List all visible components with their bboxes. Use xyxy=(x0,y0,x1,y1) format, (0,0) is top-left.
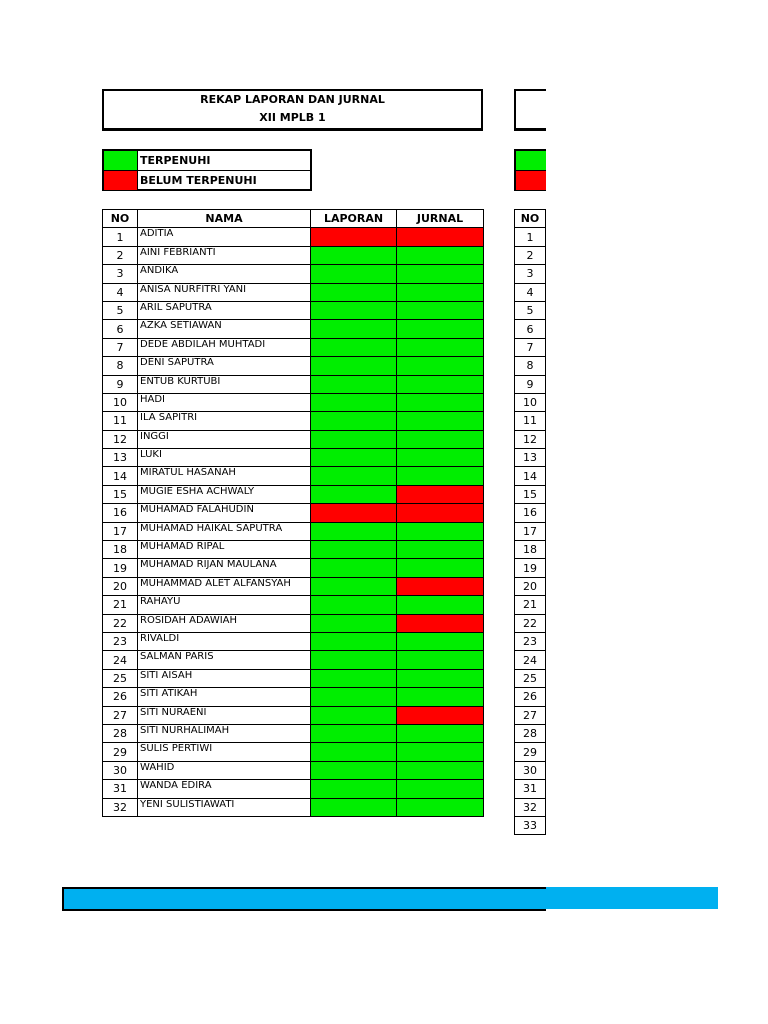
student-name: SITI NURAENI xyxy=(138,706,311,724)
student-name: DENI SAPUTRA xyxy=(138,357,311,375)
side-table-row xyxy=(515,246,546,264)
side-table-row xyxy=(515,596,546,614)
legend-label: BELUM TERPENUHI xyxy=(140,174,257,187)
table-row xyxy=(103,780,484,798)
laporan-status-cell xyxy=(311,393,397,411)
table-row xyxy=(103,246,484,264)
side-row-number: 14 xyxy=(515,467,546,485)
report-title: REKAP LAPORAN DAN JURNAL xyxy=(200,93,385,106)
jurnal-status-cell xyxy=(397,357,484,375)
table-row xyxy=(103,412,484,430)
row-number: 4 xyxy=(103,283,138,301)
jurnal-status-cell xyxy=(397,412,484,430)
side-row-number: 22 xyxy=(515,614,546,632)
laporan-status-cell xyxy=(311,559,397,577)
table-row xyxy=(103,301,484,319)
side-table-row xyxy=(515,412,546,430)
laporan-status-cell xyxy=(311,577,397,595)
row-number: 24 xyxy=(103,651,138,669)
student-name: AZKA SETIAWAN xyxy=(138,320,311,338)
row-number: 15 xyxy=(103,485,138,503)
laporan-status-cell xyxy=(311,761,397,779)
student-name: ANISA NURFITRI YANI xyxy=(138,283,311,301)
side-table-row xyxy=(515,816,546,834)
row-number: 5 xyxy=(103,301,138,319)
legend-swatch-green xyxy=(104,151,138,170)
side-row-number: 3 xyxy=(515,265,546,283)
table-row xyxy=(103,504,484,522)
side-row-number: 6 xyxy=(515,320,546,338)
table-row xyxy=(103,467,484,485)
report-title-box xyxy=(102,89,483,131)
side-table-row xyxy=(515,541,546,559)
column-header-laporan: LAPORAN xyxy=(311,210,397,228)
side-table-row xyxy=(515,393,546,411)
jurnal-status-cell xyxy=(397,246,484,264)
student-name: YENI SULISTIAWATI xyxy=(138,798,311,816)
row-number: 29 xyxy=(103,743,138,761)
table-row xyxy=(103,577,484,595)
row-number: 18 xyxy=(103,541,138,559)
side-row-number: 17 xyxy=(515,522,546,540)
laporan-status-cell xyxy=(311,596,397,614)
jurnal-status-cell xyxy=(397,651,484,669)
side-table-row xyxy=(515,706,546,724)
side-table-header-row xyxy=(515,210,546,228)
jurnal-status-cell xyxy=(397,798,484,816)
clipped-title-box xyxy=(514,89,546,131)
row-number: 7 xyxy=(103,338,138,356)
side-table-row xyxy=(515,467,546,485)
attendance-table xyxy=(102,209,484,817)
side-row-number: 25 xyxy=(515,669,546,687)
side-table-row xyxy=(515,614,546,632)
student-name: LUKI xyxy=(138,449,311,467)
table-row xyxy=(103,596,484,614)
laporan-status-cell xyxy=(311,301,397,319)
side-row-number: 18 xyxy=(515,541,546,559)
student-name: RIVALDI xyxy=(138,632,311,650)
side-row-number: 5 xyxy=(515,301,546,319)
jurnal-status-cell xyxy=(397,577,484,595)
row-number: 22 xyxy=(103,614,138,632)
laporan-status-cell xyxy=(311,522,397,540)
row-number: 2 xyxy=(103,246,138,264)
student-name: DEDE ABDILAH MUHTADI xyxy=(138,338,311,356)
clipped-legend-box xyxy=(514,149,546,191)
side-table-row xyxy=(515,228,546,246)
laporan-status-cell xyxy=(311,724,397,742)
jurnal-status-cell xyxy=(397,301,484,319)
row-number: 31 xyxy=(103,780,138,798)
student-name: SITI ATIKAH xyxy=(138,688,311,706)
student-name: ANDIKA xyxy=(138,265,311,283)
side-row-number: 16 xyxy=(515,504,546,522)
laporan-status-cell xyxy=(311,246,397,264)
table-row xyxy=(103,706,484,724)
row-number: 30 xyxy=(103,761,138,779)
side-table-row xyxy=(515,688,546,706)
jurnal-status-cell xyxy=(397,614,484,632)
side-table-row xyxy=(515,724,546,742)
row-number: 20 xyxy=(103,577,138,595)
row-number: 16 xyxy=(103,504,138,522)
row-number: 1 xyxy=(103,228,138,246)
side-table-row xyxy=(515,449,546,467)
student-name: SULIS PERTIWI xyxy=(138,743,311,761)
jurnal-status-cell xyxy=(397,706,484,724)
class-name: XII MPLB 1 xyxy=(259,111,326,124)
side-table-row xyxy=(515,798,546,816)
side-table-row xyxy=(515,577,546,595)
table-header-row xyxy=(103,210,484,228)
jurnal-status-cell xyxy=(397,375,484,393)
table-row xyxy=(103,430,484,448)
table-row xyxy=(103,798,484,816)
legend-swatch-red xyxy=(104,171,138,190)
table-row xyxy=(103,320,484,338)
side-row-number: 1 xyxy=(515,228,546,246)
jurnal-status-cell xyxy=(397,485,484,503)
jurnal-status-cell xyxy=(397,596,484,614)
student-name: ILA SAPITRI xyxy=(138,412,311,430)
side-row-number: 9 xyxy=(515,375,546,393)
table-row xyxy=(103,338,484,356)
jurnal-status-cell xyxy=(397,338,484,356)
side-row-number: 7 xyxy=(515,338,546,356)
student-name: SALMAN PARIS xyxy=(138,651,311,669)
row-number: 25 xyxy=(103,669,138,687)
row-number: 8 xyxy=(103,357,138,375)
student-name: MIRATUL HASANAH xyxy=(138,467,311,485)
student-name: AINI FEBRIANTI xyxy=(138,246,311,264)
table-row xyxy=(103,743,484,761)
student-name: MUGIE ESHA ACHWALY xyxy=(138,485,311,503)
row-number: 13 xyxy=(103,449,138,467)
table-row xyxy=(103,522,484,540)
side-row-number: 15 xyxy=(515,485,546,503)
jurnal-status-cell xyxy=(397,743,484,761)
student-name: HADI xyxy=(138,393,311,411)
student-name: ADITIA xyxy=(138,228,311,246)
student-name: MUHAMMAD ALET ALFANSYAH xyxy=(138,577,311,595)
student-name: WANDA EDIRA xyxy=(138,780,311,798)
table-row xyxy=(103,632,484,650)
side-row-number: 19 xyxy=(515,559,546,577)
jurnal-status-cell xyxy=(397,228,484,246)
student-name: MUHAMAD RIPAL xyxy=(138,541,311,559)
laporan-status-cell xyxy=(311,798,397,816)
side-column-header-no: NO xyxy=(515,210,546,228)
laporan-status-cell xyxy=(311,228,397,246)
side-table-row xyxy=(515,504,546,522)
side-row-number: 13 xyxy=(515,449,546,467)
table-row xyxy=(103,283,484,301)
table-row xyxy=(103,357,484,375)
side-table-row xyxy=(515,283,546,301)
laporan-status-cell xyxy=(311,614,397,632)
footer-bar xyxy=(62,887,546,911)
row-number: 21 xyxy=(103,596,138,614)
row-number: 19 xyxy=(103,559,138,577)
legend-label: TERPENUHI xyxy=(140,154,211,167)
jurnal-status-cell xyxy=(397,522,484,540)
clipped-legend-swatch-red xyxy=(516,171,546,190)
jurnal-status-cell xyxy=(397,320,484,338)
student-name: RAHAYU xyxy=(138,596,311,614)
table-row xyxy=(103,485,484,503)
clipped-legend-swatch-green xyxy=(516,151,546,171)
column-header-no: NO xyxy=(103,210,138,228)
side-table-row xyxy=(515,320,546,338)
table-row xyxy=(103,449,484,467)
laporan-status-cell xyxy=(311,669,397,687)
jurnal-status-cell xyxy=(397,780,484,798)
student-name: MUHAMAD HAIKAL SAPUTRA xyxy=(138,522,311,540)
legend-item-belum xyxy=(104,171,310,190)
jurnal-status-cell xyxy=(397,265,484,283)
side-table-row xyxy=(515,522,546,540)
student-name: ARIL SAPUTRA xyxy=(138,301,311,319)
side-row-number: 20 xyxy=(515,577,546,595)
row-number: 28 xyxy=(103,724,138,742)
side-row-number: 10 xyxy=(515,393,546,411)
student-name: ROSIDAH ADAWIAH xyxy=(138,614,311,632)
side-table-row xyxy=(515,632,546,650)
side-table-row xyxy=(515,761,546,779)
side-row-number: 32 xyxy=(515,798,546,816)
side-row-number: 27 xyxy=(515,706,546,724)
table-row xyxy=(103,541,484,559)
student-name: MUHAMAD FALAHUDIN xyxy=(138,504,311,522)
row-number: 11 xyxy=(103,412,138,430)
laporan-status-cell xyxy=(311,632,397,650)
table-row xyxy=(103,669,484,687)
jurnal-status-cell xyxy=(397,467,484,485)
jurnal-status-cell xyxy=(397,688,484,706)
side-table-row xyxy=(515,743,546,761)
table-row xyxy=(103,688,484,706)
jurnal-status-cell xyxy=(397,393,484,411)
table-row xyxy=(103,265,484,283)
laporan-status-cell xyxy=(311,430,397,448)
student-name: SITI NURHALIMAH xyxy=(138,724,311,742)
jurnal-status-cell xyxy=(397,632,484,650)
side-row-number: 30 xyxy=(515,761,546,779)
laporan-status-cell xyxy=(311,338,397,356)
table-row xyxy=(103,375,484,393)
laporan-status-cell xyxy=(311,504,397,522)
column-header-jurnal: JURNAL xyxy=(397,210,484,228)
laporan-status-cell xyxy=(311,743,397,761)
laporan-status-cell xyxy=(311,412,397,430)
table-row xyxy=(103,761,484,779)
laporan-status-cell xyxy=(311,375,397,393)
side-row-number: 12 xyxy=(515,430,546,448)
table-row xyxy=(103,724,484,742)
laporan-status-cell xyxy=(311,357,397,375)
table-row xyxy=(103,393,484,411)
jurnal-status-cell xyxy=(397,559,484,577)
laporan-status-cell xyxy=(311,283,397,301)
laporan-status-cell xyxy=(311,688,397,706)
side-row-number: 2 xyxy=(515,246,546,264)
side-row-number: 11 xyxy=(515,412,546,430)
table-row xyxy=(103,614,484,632)
row-number: 10 xyxy=(103,393,138,411)
side-table-row xyxy=(515,375,546,393)
side-table-row xyxy=(515,301,546,319)
side-table-row xyxy=(515,338,546,356)
jurnal-status-cell xyxy=(397,430,484,448)
row-number: 27 xyxy=(103,706,138,724)
side-table-row xyxy=(515,485,546,503)
side-row-number: 33 xyxy=(515,816,546,834)
side-table-row xyxy=(515,357,546,375)
row-number: 6 xyxy=(103,320,138,338)
student-name: INGGI xyxy=(138,430,311,448)
row-number: 32 xyxy=(103,798,138,816)
side-row-number: 31 xyxy=(515,780,546,798)
laporan-status-cell xyxy=(311,780,397,798)
row-number: 9 xyxy=(103,375,138,393)
side-row-number: 21 xyxy=(515,596,546,614)
row-number: 17 xyxy=(103,522,138,540)
jurnal-status-cell xyxy=(397,541,484,559)
laporan-status-cell xyxy=(311,320,397,338)
side-table-row xyxy=(515,669,546,687)
table-row xyxy=(103,559,484,577)
footer-bar-extension xyxy=(546,887,718,909)
side-table-row xyxy=(515,780,546,798)
side-row-number: 26 xyxy=(515,688,546,706)
jurnal-status-cell xyxy=(397,283,484,301)
student-name: MUHAMAD RIJAN MAULANA xyxy=(138,559,311,577)
jurnal-status-cell xyxy=(397,449,484,467)
jurnal-status-cell xyxy=(397,669,484,687)
laporan-status-cell xyxy=(311,467,397,485)
side-row-number: 4 xyxy=(515,283,546,301)
side-table-row xyxy=(515,559,546,577)
student-name: WAHID xyxy=(138,761,311,779)
side-table-row xyxy=(515,651,546,669)
table-row xyxy=(103,651,484,669)
legend-item-terpenuhi xyxy=(104,151,310,171)
clipped-side-table xyxy=(514,209,546,835)
jurnal-status-cell xyxy=(397,761,484,779)
laporan-status-cell xyxy=(311,706,397,724)
laporan-status-cell xyxy=(311,651,397,669)
student-name: SITI AISAH xyxy=(138,669,311,687)
jurnal-status-cell xyxy=(397,724,484,742)
row-number: 12 xyxy=(103,430,138,448)
laporan-status-cell xyxy=(311,265,397,283)
side-row-number: 24 xyxy=(515,651,546,669)
legend-box xyxy=(102,149,312,191)
row-number: 14 xyxy=(103,467,138,485)
jurnal-status-cell xyxy=(397,504,484,522)
laporan-status-cell xyxy=(311,449,397,467)
student-name: ENTUB KURTUBI xyxy=(138,375,311,393)
row-number: 3 xyxy=(103,265,138,283)
side-table-row xyxy=(515,265,546,283)
side-row-number: 23 xyxy=(515,632,546,650)
laporan-status-cell xyxy=(311,541,397,559)
laporan-status-cell xyxy=(311,485,397,503)
row-number: 26 xyxy=(103,688,138,706)
table-row xyxy=(103,228,484,246)
column-header-nama: NAMA xyxy=(138,210,311,228)
side-table-row xyxy=(515,430,546,448)
row-number: 23 xyxy=(103,632,138,650)
side-row-number: 28 xyxy=(515,724,546,742)
side-row-number: 8 xyxy=(515,357,546,375)
side-row-number: 29 xyxy=(515,743,546,761)
